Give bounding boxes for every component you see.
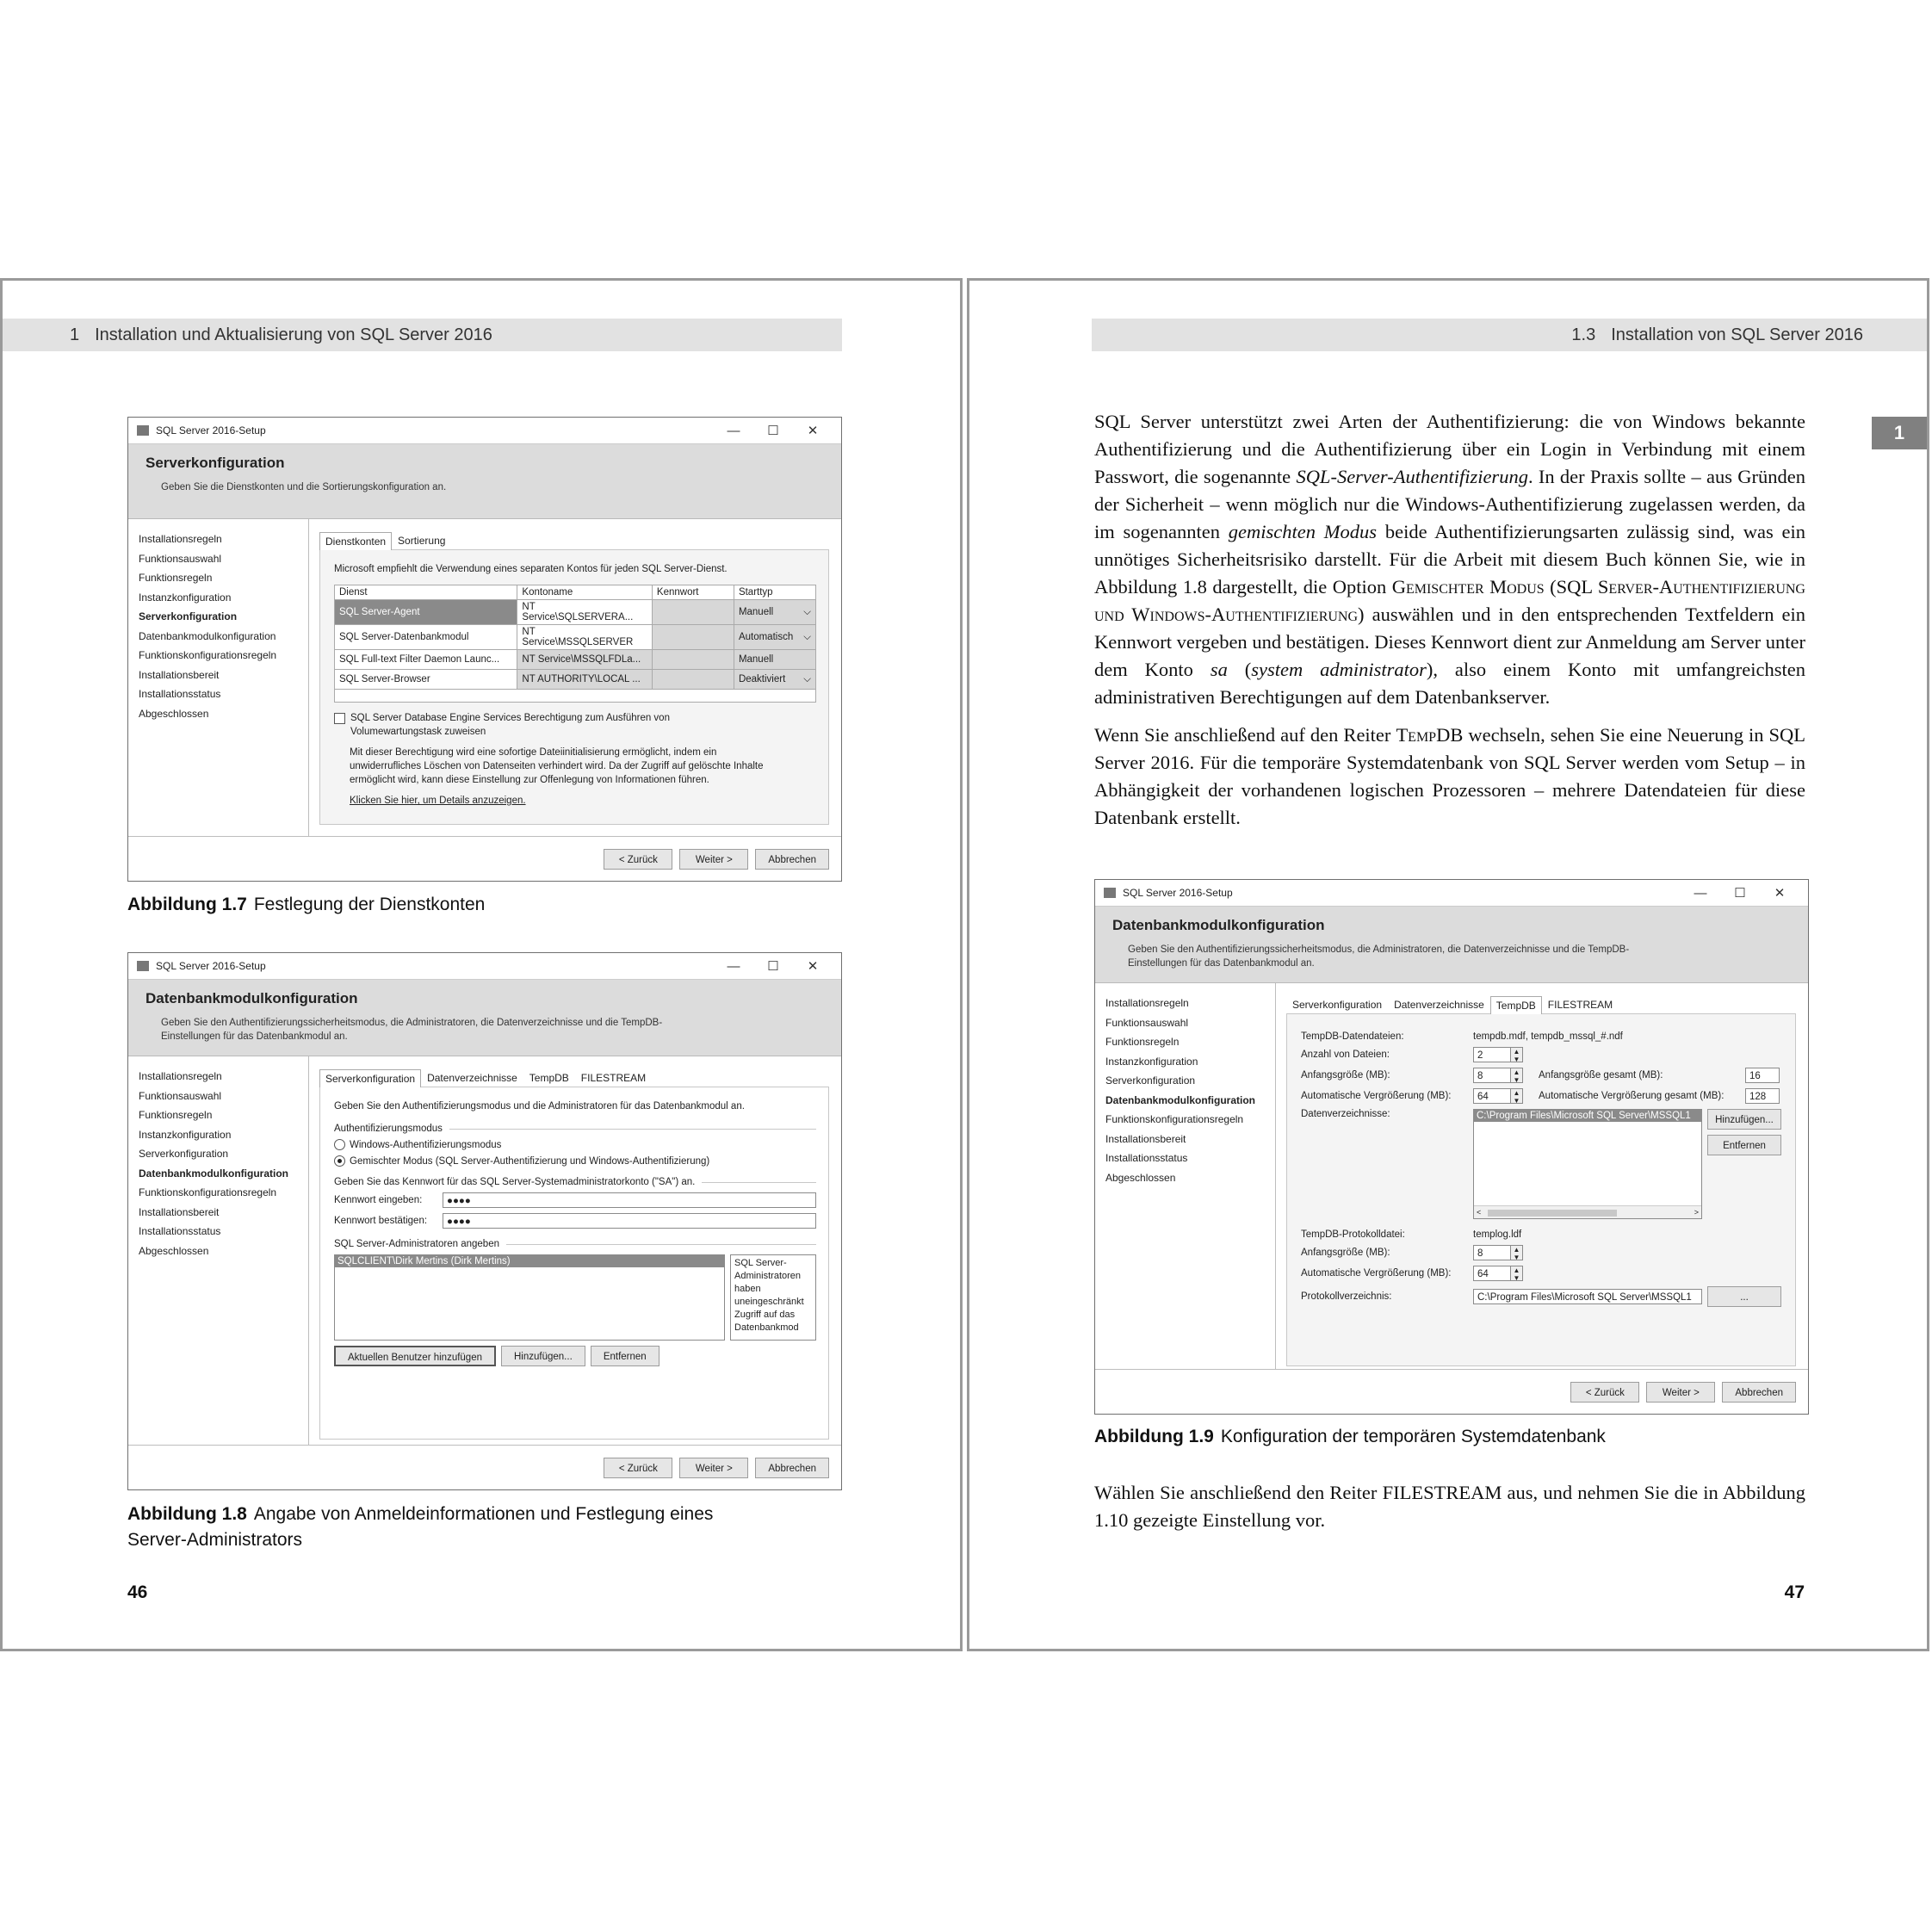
field-label: Kennwort eingeben: — [334, 1195, 423, 1205]
content-area — [309, 519, 841, 836]
service-table — [334, 585, 816, 703]
field-label: Automatische Vergrößerung gesamt (MB): — [1539, 1091, 1725, 1101]
admins-area — [334, 1254, 816, 1341]
datafiles-value: tempdb.mdf, tempdb_mssql_#.ndf — [1473, 1031, 1623, 1042]
setup-window-serverkonfiguration — [127, 417, 842, 882]
step-item[interactable]: Funktionsregeln — [1105, 1036, 1180, 1048]
step-item[interactable]: Serverkonfiguration — [139, 1148, 229, 1160]
text-run: SQL Server unterstützt zwei Arten der Authentifizierung: die von Windows bekannte Authentifizierung und die Authentifizierung über ein Login in Verbindung mit einem Passwort, die sogenannte — [1094, 411, 1805, 487]
minimize-icon[interactable]: — — [727, 958, 740, 974]
step-item[interactable]: Funktionsauswahl — [139, 1089, 222, 1102]
tab-serverkonfiguration[interactable]: Serverkonfiguration — [319, 1069, 421, 1087]
stepper-value[interactable]: 2 — [1473, 1047, 1511, 1062]
window-body — [128, 1056, 841, 1446]
tab-panel — [319, 549, 829, 825]
figure-caption-text: Festlegung der Dienstkonten — [253, 895, 486, 914]
cell-account[interactable]: NT AUTHORITY\LOCAL ... — [517, 670, 653, 690]
left-page — [0, 278, 963, 1651]
step-item-current[interactable]: Datenbankmodulkonfiguration — [139, 1167, 288, 1180]
step-item[interactable]: Serverkonfiguration — [1105, 1074, 1196, 1087]
password-confirm-row — [334, 1213, 816, 1229]
content-area — [1276, 983, 1808, 1369]
tab-bar — [319, 531, 829, 549]
window-banner — [1095, 906, 1808, 983]
cancel-button[interactable]: Abbrechen — [755, 849, 829, 870]
stepper-arrows-icon[interactable]: ▲ ▼ — [1511, 1245, 1523, 1260]
filecount-stepper[interactable] — [1473, 1047, 1523, 1062]
add-current-user-button[interactable]: Aktuellen Benutzer hinzufügen — [334, 1346, 496, 1366]
section-rule — [702, 1182, 816, 1183]
starttype-value: Manuell — [738, 654, 774, 665]
tab-filestream[interactable]: FILESTREAM — [580, 1072, 647, 1084]
banner-title: Serverkonfiguration — [146, 455, 285, 471]
browse-button[interactable]: ... — [1707, 1286, 1781, 1307]
close-icon[interactable]: ✕ — [807, 959, 819, 974]
step-item[interactable]: Funktionskonfigurationsregeln — [139, 649, 277, 661]
field-label: Datenverzeichnisse: — [1301, 1109, 1390, 1119]
text-run: . In der Praxis sollte – aus Gründen der Sicherheit – wenn möglich nur die Windows-Authentifizierung zugelassen werden, da im sogenannten — [1094, 466, 1805, 542]
password-row — [334, 1192, 816, 1208]
figure-caption — [127, 1502, 713, 1553]
section-rule — [506, 1244, 816, 1245]
page-number: 46 — [127, 1582, 148, 1602]
window-titlebar — [1095, 880, 1808, 906]
section-title: Authentifizierungsmodus — [334, 1124, 443, 1134]
field-label: Anzahl von Dateien: — [1301, 1050, 1390, 1060]
section-title: SQL Server-Administratoren angeben — [334, 1239, 499, 1249]
autogrow-row — [1301, 1088, 1783, 1104]
step-item[interactable]: Funktionsauswahl — [1105, 1016, 1189, 1029]
text-run-italic: sa — [1210, 659, 1228, 680]
step-item[interactable]: Abgeschlossen — [1105, 1171, 1176, 1184]
autogrow-stepper[interactable] — [1473, 1088, 1523, 1104]
table-row[interactable] — [335, 625, 816, 650]
next-button[interactable]: Weiter > — [1646, 1382, 1715, 1403]
radio-button[interactable] — [334, 1139, 345, 1150]
cell-service[interactable]: SQL Server-Datenbankmodul — [335, 625, 517, 650]
step-item[interactable]: Installationsstatus — [1105, 1152, 1188, 1164]
app-icon — [137, 425, 149, 436]
tab-datenverzeichnisse[interactable]: Datenverzeichnisse — [1394, 999, 1484, 1011]
step-item-current[interactable]: Serverkonfiguration — [139, 610, 238, 622]
datafiles-row — [1301, 1031, 1783, 1042]
content-area — [309, 1056, 841, 1445]
figure-caption-text: Konfiguration der temporären Systemdatenbank — [1220, 1427, 1606, 1446]
minimize-icon[interactable]: — — [1694, 885, 1707, 901]
running-header-left — [3, 319, 842, 351]
close-icon[interactable]: ✕ — [1774, 886, 1786, 901]
paragraph — [1094, 408, 1805, 711]
window-titlebar — [128, 953, 841, 979]
step-item[interactable]: Installationsregeln — [1105, 997, 1189, 1009]
figure-caption-text: Angabe von Anmeldeinformationen und Festlegung eines — [253, 1504, 714, 1524]
cell-starttype[interactable] — [734, 650, 815, 670]
datadir-buttons — [1707, 1109, 1781, 1219]
logdir-field[interactable]: C:\Program Files\Microsoft SQL Server\MSSQL1 — [1473, 1289, 1702, 1304]
admins-section-header — [334, 1239, 816, 1249]
banner-title: Datenbankmodulkonfiguration — [1112, 917, 1325, 933]
step-item[interactable]: Installationsregeln — [139, 1070, 222, 1082]
datadirs-row — [1301, 1109, 1783, 1219]
running-header-title: Installation von SQL Server 2016 — [1611, 325, 1863, 344]
radio-button-selected[interactable] — [334, 1155, 345, 1167]
table-header-row — [335, 585, 816, 600]
scrollbar-thumb[interactable] — [1488, 1210, 1617, 1217]
next-button[interactable]: Weiter > — [679, 1458, 748, 1478]
text-run-italic: SQL-Server-Authentifizierung — [1296, 466, 1528, 487]
log-autogrow-row — [1301, 1266, 1783, 1281]
maximize-icon[interactable]: ☐ — [767, 424, 779, 438]
cell-account[interactable]: NT Service\MSSQLFDLa... — [517, 650, 653, 670]
remove-button[interactable]: Entfernen — [591, 1346, 659, 1366]
autogrow-total-field: 128 — [1745, 1088, 1780, 1104]
cell-password[interactable] — [652, 600, 734, 625]
step-item[interactable]: Funktionskonfigurationsregeln — [1105, 1113, 1244, 1125]
window-footer — [128, 1446, 841, 1490]
info-text — [350, 746, 816, 787]
cell-service[interactable]: SQL Server-Browser — [335, 670, 517, 690]
step-item[interactable]: Installationsregeln — [139, 533, 222, 545]
step-list — [128, 1056, 309, 1445]
tab-serverkonfiguration[interactable]: Serverkonfiguration — [1292, 999, 1383, 1011]
running-header-title: Installation und Aktualisierung von SQL Server 2016 — [95, 325, 492, 344]
list-item[interactable]: SQLCLIENT\Dirk Mertins (Dirk Mertins) — [335, 1255, 724, 1267]
running-header-right — [1092, 319, 1929, 351]
tab-bar — [319, 1068, 829, 1087]
field-label: Anfangsgröße (MB): — [1301, 1070, 1390, 1081]
text-run: Wenn Sie anschließend auf den Reiter — [1094, 724, 1396, 746]
step-item[interactable]: Instanzkonfiguration — [1105, 1055, 1198, 1068]
maximize-icon[interactable]: ☐ — [1734, 886, 1746, 901]
sa-section-header — [334, 1177, 816, 1187]
field-label: Anfangsgröße (MB): — [1301, 1248, 1390, 1258]
cell-service[interactable]: SQL Server-Agent — [335, 600, 517, 625]
logfile-value: templog.ldf — [1473, 1229, 1522, 1240]
stepper-value[interactable]: 64 — [1473, 1088, 1511, 1104]
app-icon — [1104, 888, 1116, 898]
banner-subtitle-line: Einstellungen für das Datenbankmodul an. — [161, 1031, 348, 1042]
log-initsize-stepper[interactable] — [1473, 1245, 1523, 1260]
recommendation-text: Microsoft empfiehlt die Verwendung eines separaten Kontos für jeden SQL Server-Dienst. — [334, 564, 728, 574]
tab-datenverzeichnisse[interactable]: Datenverzeichnisse — [427, 1072, 517, 1084]
back-button[interactable]: < Zurück — [1570, 1382, 1639, 1403]
tab-bar — [1286, 995, 1796, 1013]
text-run-italic: system administrator — [1251, 659, 1427, 680]
window-footer — [1095, 1370, 1808, 1415]
table-row[interactable] — [335, 650, 816, 670]
field-label: Kennwort bestätigen: — [334, 1216, 428, 1226]
figure-caption — [1094, 1424, 1606, 1450]
starttype-value: Manuell — [738, 606, 774, 617]
radio-windows-auth[interactable] — [334, 1139, 816, 1150]
log-initsize-row — [1301, 1245, 1783, 1260]
tab-panel — [1286, 1013, 1796, 1366]
window-footer — [128, 837, 841, 882]
section-number: 1.3 — [1571, 325, 1596, 344]
right-page — [967, 278, 1929, 1651]
step-item[interactable]: Funktionskonfigurationsregeln — [139, 1186, 277, 1198]
text-run-smallcaps: TempDB — [1396, 724, 1464, 746]
window-title: SQL Server 2016-Setup — [1123, 887, 1233, 899]
chapter-number: 1 — [70, 325, 80, 344]
volume-maintenance-checkbox[interactable] — [334, 713, 345, 724]
tab-sortierung[interactable]: Sortierung — [398, 535, 446, 547]
banner-subtitle — [161, 1016, 841, 1043]
step-list — [1095, 983, 1276, 1369]
step-item[interactable]: Installationsbereit — [139, 668, 220, 681]
radio-label[interactable]: Gemischter Modus (SQL Server-Authentifizierung und Windows-Authentifizierung) — [350, 1155, 710, 1167]
admin-buttons — [334, 1346, 816, 1366]
filecount-row — [1301, 1047, 1783, 1062]
window-banner — [128, 443, 841, 519]
scroll-right-icon[interactable]: > — [1694, 1208, 1699, 1217]
close-icon[interactable]: ✕ — [807, 424, 819, 438]
text-run-italic: gemischten Modus — [1228, 521, 1378, 542]
step-item[interactable]: Instanzkonfiguration — [139, 591, 232, 604]
text-run: ( — [1227, 659, 1252, 680]
chevron-down-icon[interactable]: ⌵ — [803, 606, 811, 617]
paragraph: Wählen Sie anschließend den Reiter FILESTREAM aus, und nehmen Sie die in Abbildung 1.10 gezeigte Einstellung vor. — [1094, 1482, 1805, 1531]
stepper-arrows-icon[interactable]: ▲ ▼ — [1511, 1266, 1523, 1281]
step-item[interactable]: Funktionsregeln — [139, 572, 213, 584]
banner-title: Datenbankmodulkonfiguration — [146, 990, 358, 1006]
step-item[interactable]: Abgeschlossen — [139, 1244, 209, 1257]
minimize-icon[interactable]: — — [727, 423, 740, 438]
step-item[interactable]: Funktionsauswahl — [139, 552, 222, 565]
list-item[interactable]: C:\Program Files\Microsoft SQL Server\MSSQL1 — [1474, 1110, 1701, 1122]
next-button[interactable]: Weiter > — [679, 849, 748, 870]
stepper-arrows-icon[interactable]: ▲ ▼ — [1511, 1047, 1523, 1062]
cancel-button[interactable]: Abbrechen — [1722, 1382, 1796, 1403]
info-line: ermöglicht wird, kann diese Einstellung zur Offenlegung von Informationen führen. — [350, 775, 709, 785]
back-button[interactable]: < Zurück — [604, 849, 672, 870]
stepper-arrows-icon[interactable]: ▲ ▼ — [1511, 1068, 1523, 1083]
scroll-left-icon[interactable]: < — [1477, 1208, 1482, 1217]
logdir-row — [1301, 1286, 1783, 1307]
starttype-value: Automatisch — [738, 631, 794, 642]
table-row[interactable] — [335, 600, 816, 625]
remove-datadir-button[interactable]: Entfernen — [1707, 1135, 1781, 1155]
text-run: beide Authentifizierungsarten zulässig sind, was ein unnötiges Sicherheitsrisiko darstellt. Für die Arbeit mit diesem Buch können Sie, wie in Abbildung 1.8 dargestellt, die Option — [1094, 521, 1805, 598]
col-header[interactable]: Kontoname — [517, 585, 653, 600]
horizontal-scrollbar[interactable] — [1474, 1205, 1701, 1218]
field-label: TempDB-Datendateien: — [1301, 1031, 1404, 1042]
radio-label[interactable]: Windows-Authentifizierungsmodus — [350, 1139, 502, 1150]
cell-service[interactable]: SQL Full-text Filter Daemon Launc... — [335, 650, 517, 670]
section-title: Geben Sie das Kennwort für das SQL Server-Systemadministratorkonto ("SA") an. — [334, 1177, 696, 1187]
cancel-button[interactable]: Abbrechen — [755, 1458, 829, 1478]
banner-subtitle — [1128, 943, 1808, 970]
banner-subtitle: Geben Sie die Dienstkonten und die Sortierungskonfiguration an. — [161, 482, 447, 492]
paragraph — [1094, 721, 1805, 832]
banner-subtitle-line: Einstellungen für das Datenbankmodul an. — [1128, 958, 1315, 969]
step-item[interactable]: Abgeschlossen — [139, 707, 209, 720]
stepper-value[interactable]: 8 — [1473, 1245, 1511, 1260]
col-header[interactable]: Kennwort — [652, 585, 734, 600]
initsize-stepper[interactable] — [1473, 1068, 1523, 1083]
window-title: SQL Server 2016-Setup — [156, 960, 266, 972]
figure-caption-text-2: Server-Administrators — [127, 1530, 303, 1550]
intro-text: Geben Sie den Authentifizierungsmodus und die Administratoren für das Datenbankmodul an. — [334, 1101, 745, 1112]
setup-window-datenbankmodul — [127, 952, 842, 1490]
radio-mixed-mode[interactable] — [334, 1155, 816, 1167]
starttype-value: Deaktiviert — [738, 673, 786, 684]
initsize-total-field: 16 — [1745, 1068, 1780, 1083]
step-item[interactable]: Installationsbereit — [1105, 1132, 1186, 1145]
window-banner — [128, 979, 841, 1056]
chevron-down-icon[interactable]: ⌵ — [803, 673, 811, 684]
tab-panel — [319, 1087, 829, 1440]
details-link[interactable]: Klicken Sie hier, um Details anzuzeigen. — [350, 796, 526, 806]
cell-starttype[interactable] — [734, 600, 815, 625]
cell-starttype[interactable] — [734, 625, 815, 650]
field-label: Anfangsgröße gesamt (MB): — [1539, 1070, 1663, 1081]
back-button[interactable]: < Zurück — [604, 1458, 672, 1478]
window-titlebar — [128, 418, 841, 443]
window-body — [128, 519, 841, 837]
field-label: Automatische Vergrößerung (MB): — [1301, 1091, 1452, 1101]
cell-password[interactable] — [652, 670, 734, 690]
tab-dienstkonten[interactable]: Dienstkonten — [319, 532, 392, 550]
figure-caption — [127, 892, 485, 918]
section-rule — [449, 1129, 816, 1130]
info-line: Mit dieser Berechtigung wird eine sofortige Dateiinitialisierung ermöglicht, indem ein — [350, 747, 717, 758]
banner-subtitle-line: Geben Sie den Authentifizierungssicherheitsmodus, die Administratoren, die Datenverzeichnisse und die TempDB- — [161, 1018, 663, 1028]
page-number: 47 — [1784, 1582, 1805, 1602]
banner-subtitle-line: Geben Sie den Authentifizierungssicherheitsmodus, die Administratoren, die Datenverzeichnisse und die TempDB- — [1128, 944, 1630, 955]
info-line: unwiderrufliches Löschen von Datenseiten verhindert wird. Da der Zugriff auf gelöschte Inhalte — [350, 761, 764, 771]
tab-tempdb[interactable]: TempDB — [1490, 996, 1542, 1014]
figure-label: Abbildung 1.8 — [127, 1504, 247, 1524]
initsize-row — [1301, 1068, 1783, 1083]
setup-window-tempdb — [1094, 879, 1809, 1415]
auth-section-header — [334, 1124, 816, 1134]
step-item[interactable]: Installationsstatus — [139, 688, 221, 700]
add-datadir-button[interactable]: Hinzufügen... — [1707, 1109, 1781, 1130]
volume-maintenance-option — [334, 711, 816, 739]
col-header[interactable]: Starttyp — [734, 585, 815, 600]
stepper-value[interactable]: 8 — [1473, 1068, 1511, 1083]
step-item[interactable]: Installationsstatus — [139, 1225, 221, 1237]
admin-info-box: SQL Server-Administratoren haben uneingeschränkt Zugriff auf das Datenbankmod — [730, 1254, 816, 1341]
checkbox-label-line[interactable]: Volumewartungstask zuweisen — [350, 727, 486, 737]
field-label: Automatische Vergrößerung (MB): — [1301, 1268, 1452, 1279]
stepper-arrows-icon[interactable]: ▲ ▼ — [1511, 1088, 1523, 1104]
cell-password[interactable] — [652, 650, 734, 670]
window-title: SQL Server 2016-Setup — [156, 424, 266, 437]
datadirs-list[interactable] — [1473, 1109, 1702, 1219]
password-confirm-field[interactable]: ●●●● — [443, 1213, 816, 1229]
figure-label: Abbildung 1.7 — [127, 895, 247, 914]
col-header[interactable]: Dienst — [335, 585, 517, 600]
body-text-top — [1094, 408, 1805, 842]
step-list — [128, 519, 309, 836]
maximize-icon[interactable]: ☐ — [767, 959, 779, 974]
table-row-empty — [335, 690, 816, 703]
text-run: wechseln, sehen Sie eine Neuerung in SQL Server 2016. Für die temporäre Systemdatenbank von SQL Server werden vom Setup – in Abhängigkeit der vorhandenen logischen Prozessoren – mehrere Datendateien für diese Datenbank erstellt. — [1094, 724, 1805, 828]
step-item-current[interactable]: Datenbankmodulkonfiguration — [1105, 1093, 1255, 1106]
cell-password[interactable] — [652, 625, 734, 650]
log-autogrow-stepper[interactable] — [1473, 1266, 1523, 1281]
text-run: auswählen und in den entsprechenden Textfeldern ein Kennwort vergeben und bestätigen. Dieses Kennwort dient zur Anmeldung am Server unter dem Konto — [1094, 604, 1805, 680]
step-item[interactable]: Instanzkonfiguration — [139, 1128, 232, 1141]
app-icon — [137, 961, 149, 971]
figure-label: Abbildung 1.9 — [1094, 1427, 1214, 1446]
window-body — [1095, 983, 1808, 1370]
stepper-value[interactable]: 64 — [1473, 1266, 1511, 1281]
text-run-smallcaps: Gemischter Modus (SQL Server-Authentifizierung und Windows-Authentifizierung) — [1094, 576, 1805, 625]
field-label: Protokollverzeichnis: — [1301, 1291, 1392, 1302]
step-item[interactable]: Installationsbereit — [139, 1205, 220, 1218]
tab-tempdb[interactable]: TempDB — [529, 1072, 569, 1084]
step-item[interactable]: Datenbankmodulkonfiguration — [139, 629, 276, 642]
add-button[interactable]: Hinzufügen... — [501, 1346, 585, 1366]
step-item[interactable]: Funktionsregeln — [139, 1109, 213, 1121]
text-run: ), also einem Konto mit umfangreichsten administrativen Berechtigungen auf dem Datenbankserver. — [1094, 659, 1805, 708]
table-row[interactable] — [335, 670, 816, 690]
admin-list[interactable] — [334, 1254, 725, 1341]
password-field[interactable]: ●●●● — [443, 1192, 816, 1208]
cell-starttype[interactable] — [734, 670, 815, 690]
body-text-bottom — [1094, 1479, 1805, 1545]
checkbox-label-line[interactable]: SQL Server Database Engine Services Berechtigung zum Ausführen von — [350, 713, 670, 723]
cell-account[interactable]: NT Service\MSSQLSERVER — [517, 625, 653, 650]
chevron-down-icon[interactable]: ⌵ — [803, 631, 811, 642]
cell-account[interactable]: NT Service\SQLSERVERA... — [517, 600, 653, 625]
tab-filestream[interactable]: FILESTREAM — [1547, 999, 1613, 1011]
field-label: TempDB-Protokolldatei: — [1301, 1229, 1405, 1240]
logfile-row — [1301, 1229, 1783, 1240]
chapter-thumb-index: 1 — [1872, 417, 1927, 449]
